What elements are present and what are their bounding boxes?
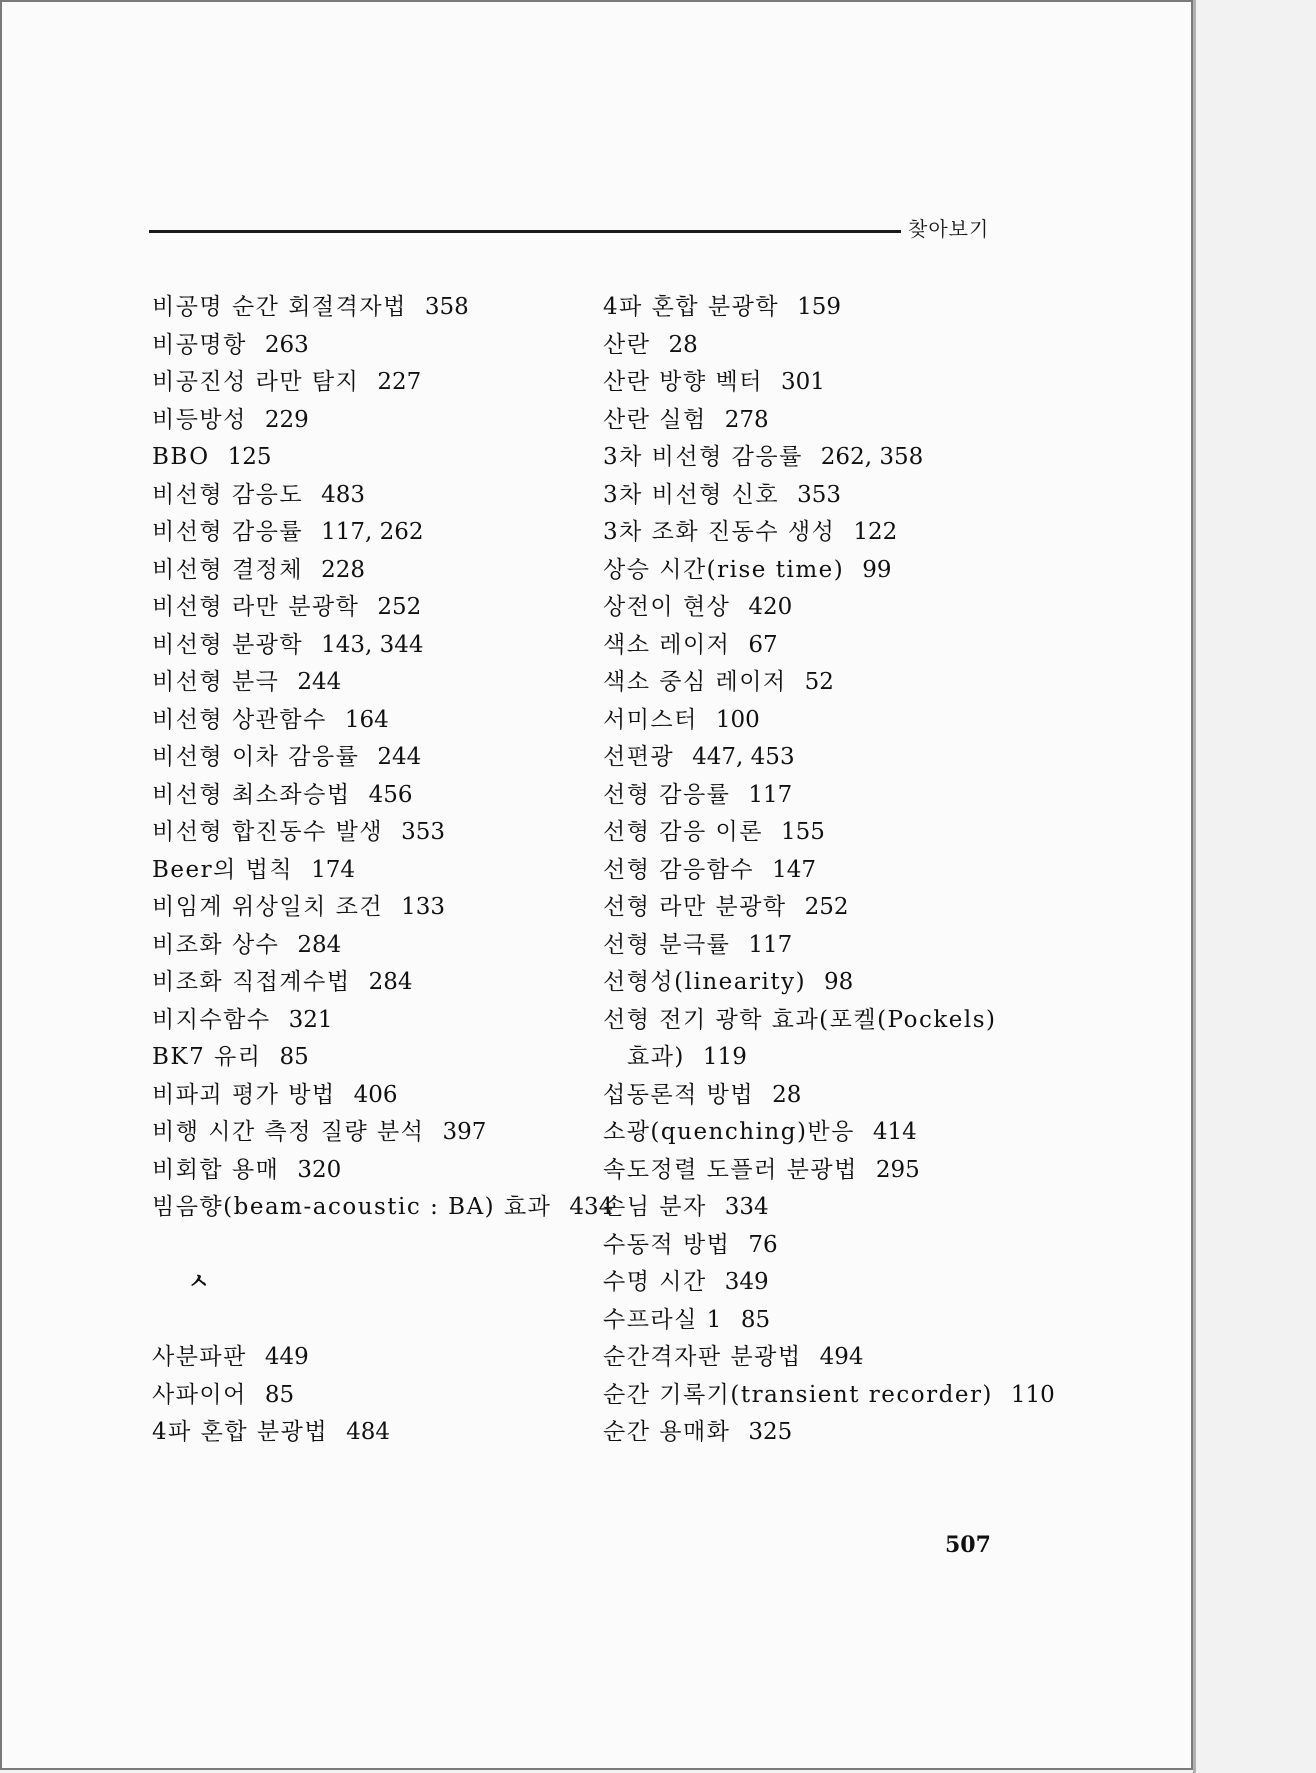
index-entry [603, 1339, 1023, 1377]
index-entry [603, 777, 1023, 815]
index-term: 산란 [603, 331, 651, 358]
index-entry [152, 364, 582, 402]
index-entry [152, 1039, 582, 1077]
index-entry [152, 1339, 582, 1377]
index-column-left [152, 289, 614, 1452]
index-term: 색소 중심 레이저 [603, 669, 787, 695]
index-term: 상전이 현상 [603, 594, 731, 620]
index-page-refs: 143, 344 [321, 631, 424, 658]
index-entry [152, 777, 582, 815]
index-term: 비선형 최소좌승법 [152, 781, 351, 808]
index-term: 3차 비선형 감응률 [603, 444, 803, 470]
index-term: 비파괴 평가 방법 [152, 1081, 336, 1108]
index-term: 비선형 상관함수 [152, 706, 327, 733]
index-entry [603, 627, 1023, 665]
index-term: 사파이어 [152, 1381, 247, 1408]
index-entry [152, 1077, 582, 1115]
index-term: 3차 비선형 신호 [603, 481, 780, 508]
index-term: 비공명항 [152, 331, 247, 358]
index-term: 순간 용매화 [603, 1419, 731, 1445]
index-term: 4파 혼합 분광학 [603, 294, 780, 320]
index-term: 빔음향(beam-acoustic : BA) 효과 [152, 1194, 552, 1220]
index-term: 색소 레이저 [603, 631, 731, 658]
index-entry [603, 1189, 1023, 1227]
index-page-refs: 227 [377, 369, 422, 395]
index-page-refs: 228 [321, 556, 366, 583]
index-term: 비선형 감응률 [152, 519, 304, 545]
index-page-refs: 434 [569, 1194, 614, 1220]
index-term: 소광(quenching)반응 [603, 1119, 855, 1145]
index-entry [152, 289, 582, 327]
index-page-refs: 122 [853, 519, 898, 545]
index-column-right [603, 289, 1055, 1452]
index-entry [603, 289, 1023, 327]
index-page-refs: 484 [346, 1419, 390, 1445]
index-term: 비조화 직접계수법 [152, 969, 351, 995]
index-page-refs: 117 [748, 931, 793, 958]
index-page-refs: 278 [724, 406, 769, 433]
index-entry [603, 1264, 1023, 1302]
header-rule [149, 230, 901, 233]
index-entry [603, 739, 1023, 777]
index-entry [603, 589, 1023, 627]
index-page-refs: 321 [288, 1006, 333, 1033]
index-entry [152, 627, 582, 665]
index-term: 비선형 분광학 [152, 631, 304, 658]
index-entry [603, 1302, 1023, 1340]
index-term: 서미스터 [603, 706, 698, 733]
index-term: 비행 시간 측정 질량 분석 [152, 1119, 425, 1145]
index-page-refs: 229 [264, 406, 309, 433]
index-page-refs: 164 [344, 706, 389, 733]
index-entry [603, 327, 1023, 365]
index-entry [603, 889, 1023, 927]
index-entry [152, 1114, 582, 1152]
index-term: 사분파판 [152, 1344, 247, 1370]
index-entry [152, 589, 582, 627]
index-page-refs: 28 [668, 331, 698, 358]
index-term: 상승 시간(rise time) [603, 556, 845, 583]
index-entry [603, 852, 1023, 890]
index-page-refs: 353 [797, 481, 841, 508]
index-term: 선형 감응률 [603, 781, 731, 808]
index-entry [603, 1227, 1023, 1265]
index-entry [152, 927, 582, 965]
index-term: 4파 혼합 분광법 [152, 1419, 329, 1445]
index-page-refs: 119 [702, 1044, 747, 1070]
index-entry [603, 1152, 1023, 1190]
index-page-refs: 174 [311, 856, 355, 883]
index-term: 선편광 [603, 744, 675, 770]
index-entry [152, 1002, 582, 1040]
index-term: 비지수함수 [152, 1006, 271, 1033]
index-page-refs: 263 [264, 331, 309, 358]
index-entry [603, 927, 1023, 965]
index-entry [152, 1189, 614, 1227]
index-term: 수동적 방법 [603, 1231, 731, 1258]
index-page-refs: 414 [872, 1119, 917, 1145]
index-page-refs: 110 [1010, 1381, 1055, 1408]
index-entry [603, 1377, 1055, 1415]
index-entry [603, 402, 1023, 440]
index-term: 비선형 라만 분광학 [152, 594, 360, 620]
index-page-refs: 252 [377, 594, 422, 620]
index-term: 비임계 위상일치 조건 [152, 894, 384, 920]
index-term: 비선형 이차 감응률 [152, 744, 360, 770]
index-entry [603, 1002, 1023, 1040]
index-page-refs: 155 [780, 819, 825, 845]
index-page-refs: 252 [804, 894, 849, 920]
index-entry [603, 1039, 1023, 1077]
index-term: BBO [152, 444, 210, 470]
index-term: 선형 전기 광학 효과(포켈(Pockels) [603, 1006, 997, 1033]
index-page-refs: 117 [748, 781, 793, 808]
index-entry [603, 439, 1023, 477]
index-page-refs: 420 [748, 594, 793, 620]
index-entry [152, 889, 582, 927]
index-entry [603, 664, 1023, 702]
index-term: 선형성(linearity) [603, 969, 807, 995]
index-page-refs: 406 [353, 1081, 398, 1108]
index-page-refs: 262, 358 [820, 444, 924, 470]
index-entry [152, 439, 582, 477]
index-page-refs: 494 [819, 1344, 864, 1370]
index-page-refs: 456 [368, 781, 413, 808]
index-term: 비선형 합진동수 발생 [152, 819, 384, 845]
page-spine-edge [1193, 0, 1196, 1773]
index-page-refs: 67 [748, 631, 778, 658]
index-term: 속도정렬 도플러 분광법 [603, 1156, 858, 1183]
running-header-title: 찾아보기 [908, 217, 990, 241]
index-term: 비선형 감응도 [152, 481, 304, 508]
index-page-refs: 320 [297, 1156, 342, 1183]
index-page-refs: 85 [264, 1381, 295, 1408]
index-term: 비등방성 [152, 406, 247, 433]
page-number: 507 [945, 1532, 991, 1558]
index-entry [152, 814, 582, 852]
index-page-refs: 98 [824, 969, 854, 995]
index-entry [152, 852, 582, 890]
index-entry [152, 1377, 582, 1415]
index-term: 손님 분자 [603, 1194, 707, 1220]
index-term: 선형 감응 이론 [603, 819, 763, 845]
index-entry [152, 702, 582, 740]
index-page-refs: 284 [297, 931, 342, 958]
index-page-refs: 284 [368, 969, 413, 995]
index-page-refs: 85 [740, 1306, 771, 1333]
index-page-refs: 358 [424, 294, 469, 320]
index-term: 비공진성 라만 탐지 [152, 369, 360, 395]
index-entry [152, 402, 582, 440]
index-entry [603, 1077, 1023, 1115]
index-page-refs: 397 [442, 1119, 487, 1145]
index-page-refs: 301 [780, 369, 825, 395]
index-term: 선형 감응함수 [603, 856, 755, 883]
section-spacer [152, 1227, 582, 1265]
index-term: 산란 실험 [603, 406, 707, 433]
index-page-refs: 100 [715, 706, 760, 733]
index-page-refs: 147 [772, 856, 817, 883]
index-entry [603, 1114, 1023, 1152]
index-entry [152, 514, 582, 552]
index-entry [152, 327, 582, 365]
index-term: 순간 기록기(transient recorder) [603, 1381, 993, 1408]
index-page-refs: 325 [748, 1419, 793, 1445]
index-page-refs: 52 [804, 669, 834, 695]
index-term: 수프라실 1 [603, 1306, 723, 1333]
index-term: 선형 분극률 [603, 931, 731, 958]
index-entry [152, 1152, 582, 1190]
index-page-refs: 349 [724, 1269, 769, 1295]
index-page-refs: 334 [724, 1194, 769, 1220]
index-term: 비회합 용매 [152, 1156, 280, 1183]
index-term: 비선형 결정체 [152, 556, 304, 583]
index-term: BK7 유리 [152, 1044, 262, 1070]
index-page-refs: 28 [772, 1081, 802, 1108]
index-page-refs: 244 [297, 669, 342, 695]
index-entry [603, 514, 1023, 552]
index-page-refs: 353 [401, 819, 445, 845]
index-entry [603, 702, 1023, 740]
index-term: 섭동론적 방법 [603, 1081, 755, 1108]
index-page-refs: 99 [862, 556, 892, 583]
index-entry [603, 364, 1023, 402]
section-spacer [152, 1302, 582, 1340]
index-page-refs: 244 [377, 744, 422, 770]
index-entry [603, 552, 1023, 590]
index-term: 선형 라만 분광학 [603, 894, 787, 920]
index-entry [603, 814, 1023, 852]
index-entry [603, 477, 1023, 515]
index-term: 순간격자판 분광법 [603, 1344, 802, 1370]
index-term: 효과) [627, 1044, 685, 1070]
index-entry [152, 1414, 582, 1452]
index-term: 3차 조화 진동수 생성 [603, 519, 836, 545]
index-page-refs: 117, 262 [321, 519, 424, 545]
index-entry [152, 664, 582, 702]
index-entry [152, 964, 582, 1002]
index-page-refs: 159 [797, 294, 841, 320]
index-section-heading: ㅅ [188, 1270, 210, 1295]
index-entry [603, 1414, 1023, 1452]
index-term: 수명 시간 [603, 1269, 707, 1295]
index-entry [152, 739, 582, 777]
index-page-refs: 85 [279, 1044, 309, 1070]
index-term: 비조화 상수 [152, 931, 280, 958]
index-page-refs: 133 [401, 894, 445, 920]
index-page-refs: 76 [748, 1231, 778, 1258]
index-page-refs: 483 [321, 481, 366, 508]
index-term: 비선형 분극 [152, 669, 280, 695]
index-page-refs: 449 [264, 1344, 309, 1370]
index-term: 산란 방향 벡터 [603, 369, 763, 395]
index-page-refs: 447, 453 [692, 744, 795, 770]
index-term: Beer의 법칙 [152, 856, 294, 883]
index-entry [152, 552, 582, 590]
index-term: 비공명 순간 회절격자법 [152, 294, 407, 320]
index-entry [152, 477, 582, 515]
index-entry [603, 964, 1023, 1002]
index-page-refs: 295 [875, 1156, 920, 1183]
index-page-refs: 125 [227, 444, 272, 470]
